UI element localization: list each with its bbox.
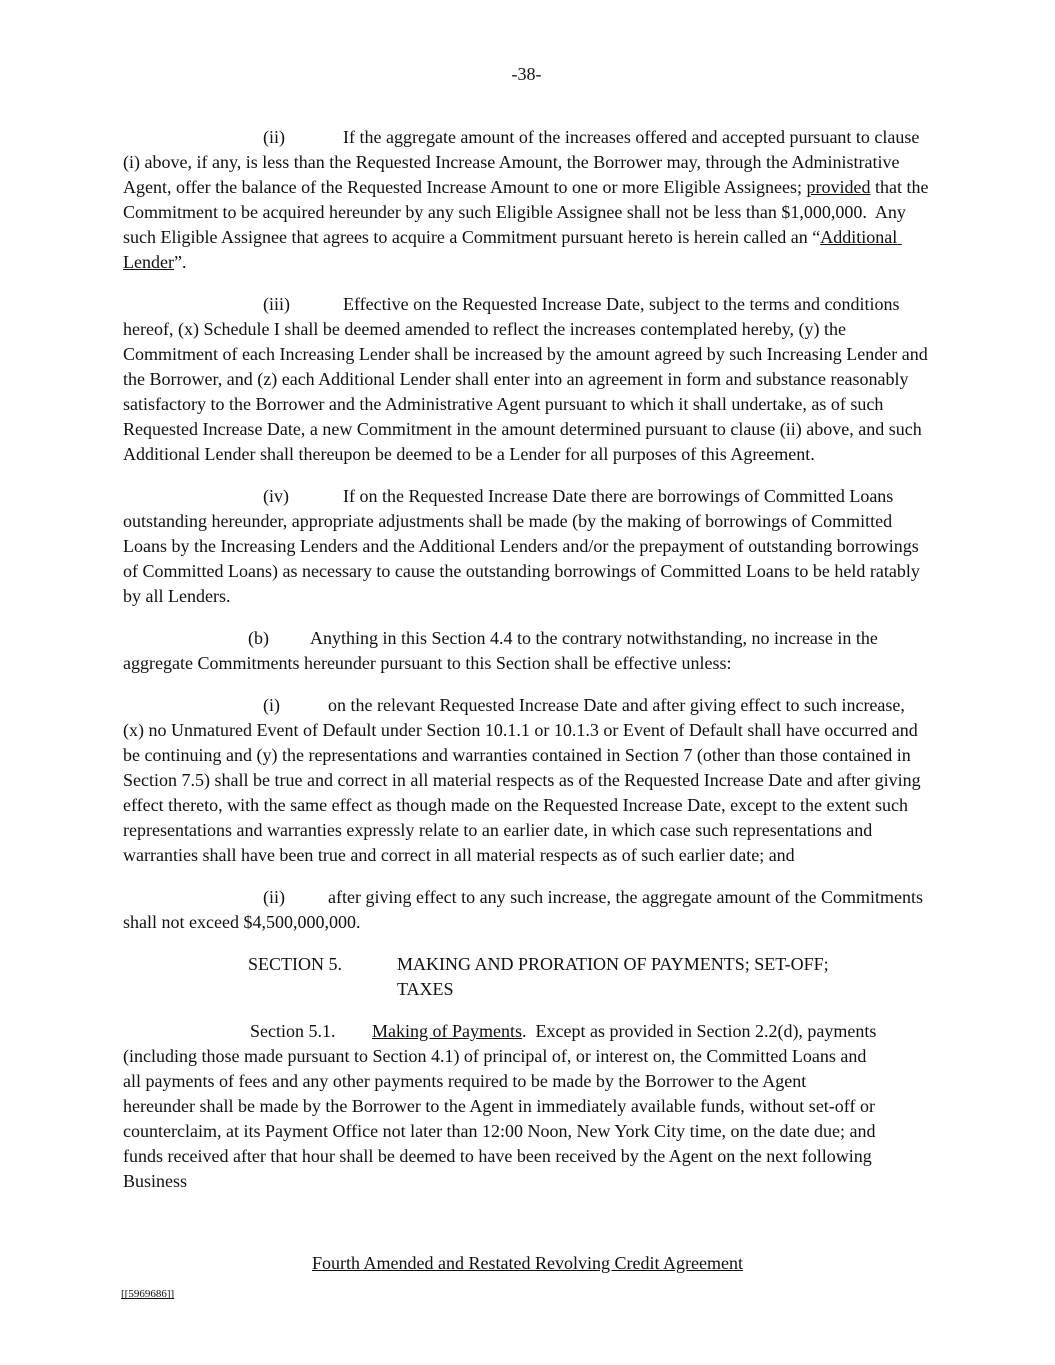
text-segment: on the relevant Requested Increase Date and after giving effect to such increase, (x) no Unmatured Event of Default under Section 10.1.1 or 10.1.3 or Event of Default shall have occurred and be continuing and (y) the representations and warranties contained in Section 7 (other than those contained in Section 7.5) shall be true and correct in all material respects as of the Requested Increase Date and after giving effect thereto, with the same effect as though made on the Requested Increase Date, except to the extent such representations and warranties expressly relate to an earlier date, in which case such representations and warranties shall have been true and correct in all material respects as of such earlier date; and	[123, 695, 926, 865]
document-footer	[0, 1251, 1055, 1276]
paragraph-a-iii	[123, 292, 933, 467]
text-segment: If the aggregate amount of the increases offered and accepted pursuant to clause (i) above, if any, is less than the Requested Increase Amount, the Borrower may, through the Administrative Agent, offer the balance of the Requested Increase Amount to one or more Eligible Assignees;	[123, 127, 924, 197]
paragraph-a-iv	[123, 484, 930, 609]
paragraph-text	[123, 127, 933, 272]
document-id-stamp: [[5969686]]	[121, 1288, 175, 1300]
paragraph-b-i	[123, 693, 930, 868]
paragraph-a-ii	[123, 125, 933, 275]
paragraph-label: (i)	[263, 695, 280, 715]
paragraph-text	[123, 294, 932, 464]
paragraph-label: (ii)	[263, 887, 285, 907]
underlined-term: Additional Lender	[123, 227, 902, 272]
text-segment: . Except as provided in Section 2.2(d), payments (including those made pursuant to Section 4.1) of principal of, or interest on, the Committed Loans and all payments of fees and any other payments required to be made by the Borrower to the Agent hereunder shall be made by the Borrower to the Agent in immediately available funds, without set-off or counterclaim, at its Payment Office not later than 12:00 Noon, New York City time, on the date due; and funds received after that hour shall be deemed to have been received by the Agent on the next following Business	[123, 1021, 881, 1191]
paragraph-b	[123, 626, 930, 676]
paragraph-text	[123, 695, 925, 865]
paragraph-label: (ii)	[263, 127, 285, 147]
paragraph-text	[123, 1021, 881, 1191]
paragraph-label: Section 5.1.	[250, 1021, 336, 1041]
section-5-label: SECTION 5.	[248, 954, 342, 974]
paragraph-text	[123, 628, 882, 673]
paragraph-text	[123, 486, 924, 606]
underlined-term: Making of Payments	[372, 1021, 522, 1041]
section-5-title-line2: TAXES	[397, 979, 454, 999]
paragraph-label: (b)	[248, 628, 269, 648]
text-segment: Anything in this Section 4.4 to the contrary notwithstanding, no increase in the aggregate Commitments hereunder pursuant to this Section shall be effective unless:	[123, 628, 883, 673]
underlined-term: provided	[806, 177, 871, 197]
paragraph-text	[123, 887, 927, 932]
section-5-heading	[248, 952, 930, 1002]
footer-title: Fourth Amended and Restated Revolving Credit Agreement	[312, 1253, 743, 1273]
section-5-title	[397, 952, 829, 1002]
section-5-title-line1: MAKING AND PRORATION OF PAYMENTS; SET-OFF;	[397, 954, 829, 974]
paragraph-b-ii	[123, 885, 930, 935]
paragraph-section-5-1	[123, 1019, 881, 1194]
page-number: -38-	[511, 64, 542, 84]
text-segment: ”.	[173, 252, 187, 272]
text-segment: that the Commitment to be acquired hereunder by any such Eligible Assignee shall not be less than $1,000,000. Any such Eligible Assignee that agrees to acquire a Commitment pursuant hereto is herein called an “	[123, 177, 933, 247]
paragraph-label: (iii)	[263, 294, 290, 314]
paragraph-label: (iv)	[263, 486, 289, 506]
text-segment: If on the Requested Increase Date there are borrowings of Committed Loans outstanding hereunder, appropriate adjustments shall be made (by the making of borrowings of Committed Loans by the Increasing Lenders and the Additional Lenders and/or the prepayment of outstanding borrowings of Committed Loans) as necessary to cause the outstanding borrowings of Committed Loans to be held ratably by all Lenders.	[123, 486, 925, 606]
text-segment: after giving effect to any such increase, the aggregate amount of the Commitments shall not exceed $4,500,000,000.	[123, 887, 928, 932]
document-body	[123, 62, 933, 1211]
text-segment: Effective on the Requested Increase Date, subject to the terms and conditions hereof, (x) Schedule I shall be deemed amended to reflect the increases contemplated hereby, (y) the Commitment of each Increasing Lender shall be increased by the amount agreed by such Increasing Lender and the Borrower, and (z) each Additional Lender shall enter into an agreement in form and substance reasonably satisfactory to the Borrower and the Administrative Agent pursuant to which it shall undertake, as of such Requested Increase Date, a new Commitment in the amount determined pursuant to clause (ii) above, and such Additional Lender shall thereupon be deemed to be a Lender for all purposes of this Agreement.	[123, 294, 933, 464]
